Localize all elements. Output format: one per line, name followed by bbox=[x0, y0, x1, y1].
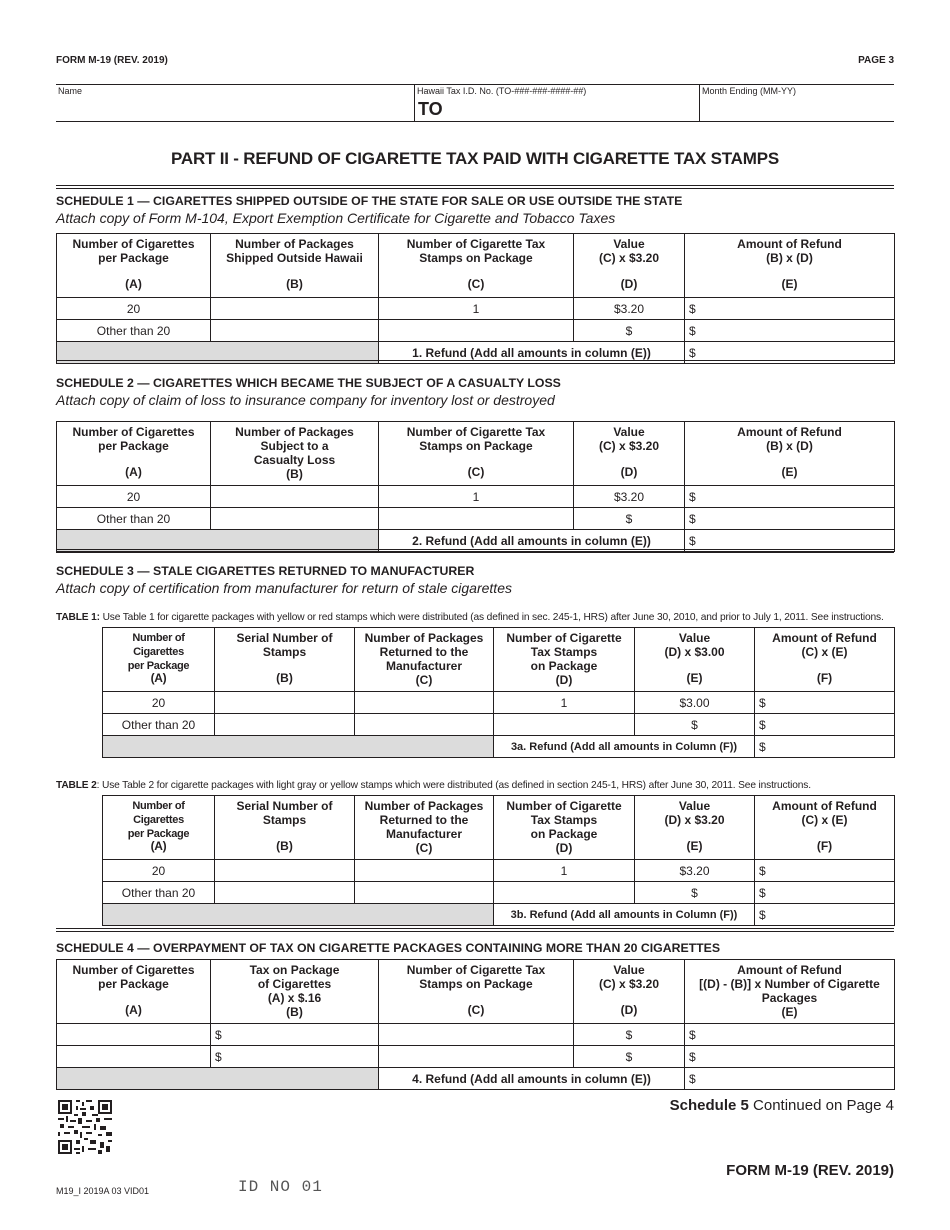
cell-e-input[interactable]: $ bbox=[685, 320, 895, 342]
table-row bbox=[103, 692, 895, 714]
cell-d-input[interactable]: $ bbox=[574, 508, 685, 530]
cell-f-input[interactable]: $ bbox=[755, 692, 895, 714]
column-header: Number of Cigarettes per Package (A) bbox=[103, 628, 215, 692]
column-header: Value (D) x $3.00 (E) bbox=[635, 628, 755, 692]
cell-d: 1 bbox=[494, 692, 635, 714]
column-header: Value (C) x $3.20 (D) bbox=[574, 422, 685, 486]
cell-d-input[interactable] bbox=[494, 882, 635, 904]
page-number: PAGE 3 bbox=[858, 55, 894, 66]
schedule3-table2 bbox=[102, 795, 895, 926]
table-header-row bbox=[103, 796, 895, 860]
cell-e: $3.20 bbox=[635, 860, 755, 882]
schedule3-heading: SCHEDULE 3 — STALE CIGARETTES RETURNED TO MANUFACTURER bbox=[56, 564, 475, 578]
cell-a: Other than 20 bbox=[103, 714, 215, 736]
column-header: Number of Packages Returned to the Manufacturer (C) bbox=[355, 628, 494, 692]
cell-b-input[interactable] bbox=[215, 860, 355, 882]
shaded-cell bbox=[103, 904, 494, 926]
refund-total-label: 4. Refund (Add all amounts in column (E)) bbox=[379, 1068, 685, 1090]
table-header-row bbox=[103, 628, 895, 692]
cell-c-input[interactable] bbox=[355, 882, 494, 904]
cell-d: $3.20 bbox=[574, 298, 685, 320]
cell-b-input[interactable] bbox=[215, 714, 355, 736]
column-header: Amount of Refund [(D) - (B)] x Number of Cigarette Packages (E) bbox=[685, 960, 895, 1024]
cell-e-input[interactable]: $ bbox=[635, 882, 755, 904]
cell-e-input[interactable]: $ bbox=[685, 1046, 895, 1068]
cell-e-input[interactable]: $ bbox=[685, 1024, 895, 1046]
cell-c-input[interactable] bbox=[379, 1046, 574, 1068]
continued-note: Schedule 5 Continued on Page 4 bbox=[669, 1097, 894, 1114]
cell-a: Other than 20 bbox=[103, 882, 215, 904]
cell-c: 1 bbox=[379, 298, 574, 320]
column-header: Number of Cigarette Tax Stamps on Package (D) bbox=[494, 628, 635, 692]
cell-e: $3.00 bbox=[635, 692, 755, 714]
divider bbox=[56, 928, 894, 932]
table-row bbox=[57, 298, 895, 320]
cell-e-input[interactable]: $ bbox=[685, 298, 895, 320]
divider bbox=[56, 549, 894, 553]
cell-a: 20 bbox=[103, 860, 215, 882]
schedule4-heading: SCHEDULE 4 — OVERPAYMENT OF TAX ON CIGARETTE PACKAGES CONTAINING MORE THAN 20 CIGARETTES bbox=[56, 941, 721, 955]
cell-b-input[interactable]: $ bbox=[211, 1046, 379, 1068]
column-header: Number of Cigarette Tax Stamps on Package (C) bbox=[379, 234, 574, 298]
cell-b-input[interactable] bbox=[215, 882, 355, 904]
column-header: Number of Packages Returned to the Manufacturer (C) bbox=[355, 796, 494, 860]
part-title: PART II - REFUND OF CIGARETTE TAX PAID WITH CIGARETTE TAX STAMPS bbox=[171, 149, 779, 168]
id-number: ID NO 01 bbox=[238, 1178, 323, 1196]
divider bbox=[56, 360, 894, 364]
column-header: Number of Cigarette Tax Stamps on Package (C) bbox=[379, 422, 574, 486]
cell-b-input[interactable] bbox=[215, 692, 355, 714]
cell-c-input[interactable] bbox=[379, 508, 574, 530]
form-header-left: FORM M-19 (REV. 2019) bbox=[56, 55, 168, 66]
schedule1-instruction: Attach copy of Form M-104, Export Exemption Certificate for Cigarette and Tobacco Taxes bbox=[56, 210, 616, 226]
month-ending-label: Month Ending (MM-YY) bbox=[702, 86, 797, 96]
schedule4-table bbox=[56, 959, 895, 1090]
refund-total-input[interactable]: $ bbox=[685, 342, 895, 364]
table-header-row bbox=[57, 422, 895, 486]
refund-total-input[interactable]: $ bbox=[685, 530, 895, 552]
cell-c: 1 bbox=[379, 486, 574, 508]
refund-total-label: 3b. Refund (Add all amounts in Column (F)) bbox=[494, 904, 755, 926]
table1-note: TABLE 1: Use Table 1 for cigarette packages with yellow or red stamps which were distributed (as defined in sec. 245-1, HRS) after June 30, 2010, and prior to July 1, 2011. See instructions. bbox=[56, 612, 884, 623]
table-row bbox=[57, 508, 895, 530]
month-ending-field[interactable] bbox=[699, 85, 894, 122]
table-row bbox=[103, 714, 895, 736]
refund-total-input[interactable]: $ bbox=[755, 904, 895, 926]
cell-a: 20 bbox=[57, 298, 211, 320]
cell-d-input[interactable]: $ bbox=[574, 1046, 685, 1068]
column-header: Amount of Refund (B) x (D) (E) bbox=[685, 234, 895, 298]
table-row bbox=[103, 882, 895, 904]
column-header: Amount of Refund (C) x (E) (F) bbox=[755, 628, 895, 692]
table-header-row bbox=[57, 234, 895, 298]
cell-b-input[interactable] bbox=[211, 298, 379, 320]
qr-code-icon bbox=[58, 1100, 112, 1154]
schedule3-instruction: Attach copy of certification from manufacturer for return of stale cigarettes bbox=[56, 580, 512, 596]
column-header: Number of Cigarette Tax Stamps on Package (D) bbox=[494, 796, 635, 860]
cell-c-input[interactable] bbox=[355, 860, 494, 882]
table2-note: TABLE 2: Use Table 2 for cigarette packages with light gray or yellow stamps which were distributed (as defined in section 245-1, HRS) after June 30, 2011. See instructions. bbox=[56, 780, 811, 791]
total-row bbox=[103, 904, 895, 926]
cell-c-input[interactable] bbox=[379, 1024, 574, 1046]
table-row bbox=[57, 1024, 895, 1046]
schedule2-instruction: Attach copy of claim of loss to insurance company for inventory lost or destroyed bbox=[56, 392, 555, 408]
cell-b-input[interactable] bbox=[211, 320, 379, 342]
name-field[interactable] bbox=[56, 85, 414, 122]
column-header: Number of Cigarettes per Package (A) bbox=[57, 422, 211, 486]
column-header: Serial Number of Stamps (B) bbox=[215, 628, 355, 692]
divider bbox=[56, 185, 894, 189]
cell-a: Other than 20 bbox=[57, 320, 211, 342]
column-header: Number of Cigarettes per Package (A) bbox=[57, 960, 211, 1024]
refund-total-label: 3a. Refund (Add all amounts in Column (F)) bbox=[494, 736, 755, 758]
column-header: Value (C) x $3.20 (D) bbox=[574, 960, 685, 1024]
schedule1-heading: SCHEDULE 1 — CIGARETTES SHIPPED OUTSIDE OF THE STATE FOR SALE OR USE OUTSIDE THE STATE bbox=[56, 194, 683, 208]
column-header: Amount of Refund (C) x (E) (F) bbox=[755, 796, 895, 860]
cell-c-input[interactable] bbox=[355, 692, 494, 714]
table-row bbox=[57, 1046, 895, 1068]
taxpayer-id-line bbox=[56, 84, 894, 122]
column-header: Value (C) x $3.20 (D) bbox=[574, 234, 685, 298]
schedule2-heading: SCHEDULE 2 — CIGARETTES WHICH BECAME THE SUBJECT OF A CASUALTY LOSS bbox=[56, 376, 561, 390]
cell-a-input[interactable] bbox=[57, 1046, 211, 1068]
refund-total-input[interactable]: $ bbox=[755, 736, 895, 758]
refund-total-label: 2. Refund (Add all amounts in column (E)) bbox=[379, 530, 685, 552]
cell-b-input[interactable] bbox=[211, 508, 379, 530]
cell-d: $3.20 bbox=[574, 486, 685, 508]
table-row bbox=[57, 486, 895, 508]
table-row bbox=[57, 320, 895, 342]
cell-b-input[interactable] bbox=[211, 486, 379, 508]
name-label: Name bbox=[58, 86, 83, 96]
form-footer-name: FORM M-19 (REV. 2019) bbox=[726, 1162, 894, 1179]
cell-d-input[interactable]: $ bbox=[574, 1024, 685, 1046]
tax-id-value: TO bbox=[418, 99, 443, 119]
cell-b-input[interactable]: $ bbox=[211, 1024, 379, 1046]
column-header: Number of Cigarettes per Package (A) bbox=[57, 234, 211, 298]
tax-id-label: Hawaii Tax I.D. No. (TO-###-###-####-##) bbox=[417, 86, 587, 96]
divider bbox=[56, 1089, 894, 1091]
column-header: Number of Cigarette Tax Stamps on Package (C) bbox=[379, 960, 574, 1024]
cell-f-input[interactable]: $ bbox=[755, 860, 895, 882]
column-header: Number of Packages Subject to a Casualty Loss (B) bbox=[211, 422, 379, 486]
total-row bbox=[103, 736, 895, 758]
column-header: Number of Packages Shipped Outside Hawaii (B) bbox=[211, 234, 379, 298]
column-header: Tax on Package of Cigarettes (A) x $.16 (B) bbox=[211, 960, 379, 1024]
cell-a: Other than 20 bbox=[57, 508, 211, 530]
schedule1-table bbox=[56, 233, 895, 364]
cell-f-input[interactable]: $ bbox=[755, 714, 895, 736]
shaded-cell bbox=[103, 736, 494, 758]
cell-c-input[interactable] bbox=[379, 320, 574, 342]
column-header: Value (D) x $3.20 (E) bbox=[635, 796, 755, 860]
cell-f-input[interactable]: $ bbox=[755, 882, 895, 904]
table-row bbox=[103, 860, 895, 882]
tax-id-field[interactable] bbox=[414, 85, 699, 122]
column-header: Serial Number of Stamps (B) bbox=[215, 796, 355, 860]
cell-e-input[interactable]: $ bbox=[635, 714, 755, 736]
table-header-row bbox=[57, 960, 895, 1024]
total-row bbox=[57, 1068, 895, 1090]
cell-a-input[interactable] bbox=[57, 1024, 211, 1046]
schedule2-table bbox=[56, 421, 895, 552]
refund-total-label: 1. Refund (Add all amounts in column (E)) bbox=[379, 342, 685, 364]
shaded-cell bbox=[57, 1068, 379, 1090]
cell-a: 20 bbox=[103, 692, 215, 714]
cell-c-input[interactable] bbox=[355, 714, 494, 736]
cell-d-input[interactable] bbox=[494, 714, 635, 736]
cell-a: 20 bbox=[57, 486, 211, 508]
cell-d-input[interactable]: $ bbox=[574, 320, 685, 342]
refund-total-input[interactable]: $ bbox=[685, 1068, 895, 1090]
cell-e-input[interactable]: $ bbox=[685, 486, 895, 508]
cell-d: 1 bbox=[494, 860, 635, 882]
column-header: Amount of Refund (B) x (D) (E) bbox=[685, 422, 895, 486]
form-code: M19_I 2019A 03 VID01 bbox=[56, 1186, 150, 1196]
cell-e-input[interactable]: $ bbox=[685, 508, 895, 530]
column-header: Number of Cigarettes per Package (A) bbox=[103, 796, 215, 860]
schedule3-table1 bbox=[102, 627, 895, 758]
